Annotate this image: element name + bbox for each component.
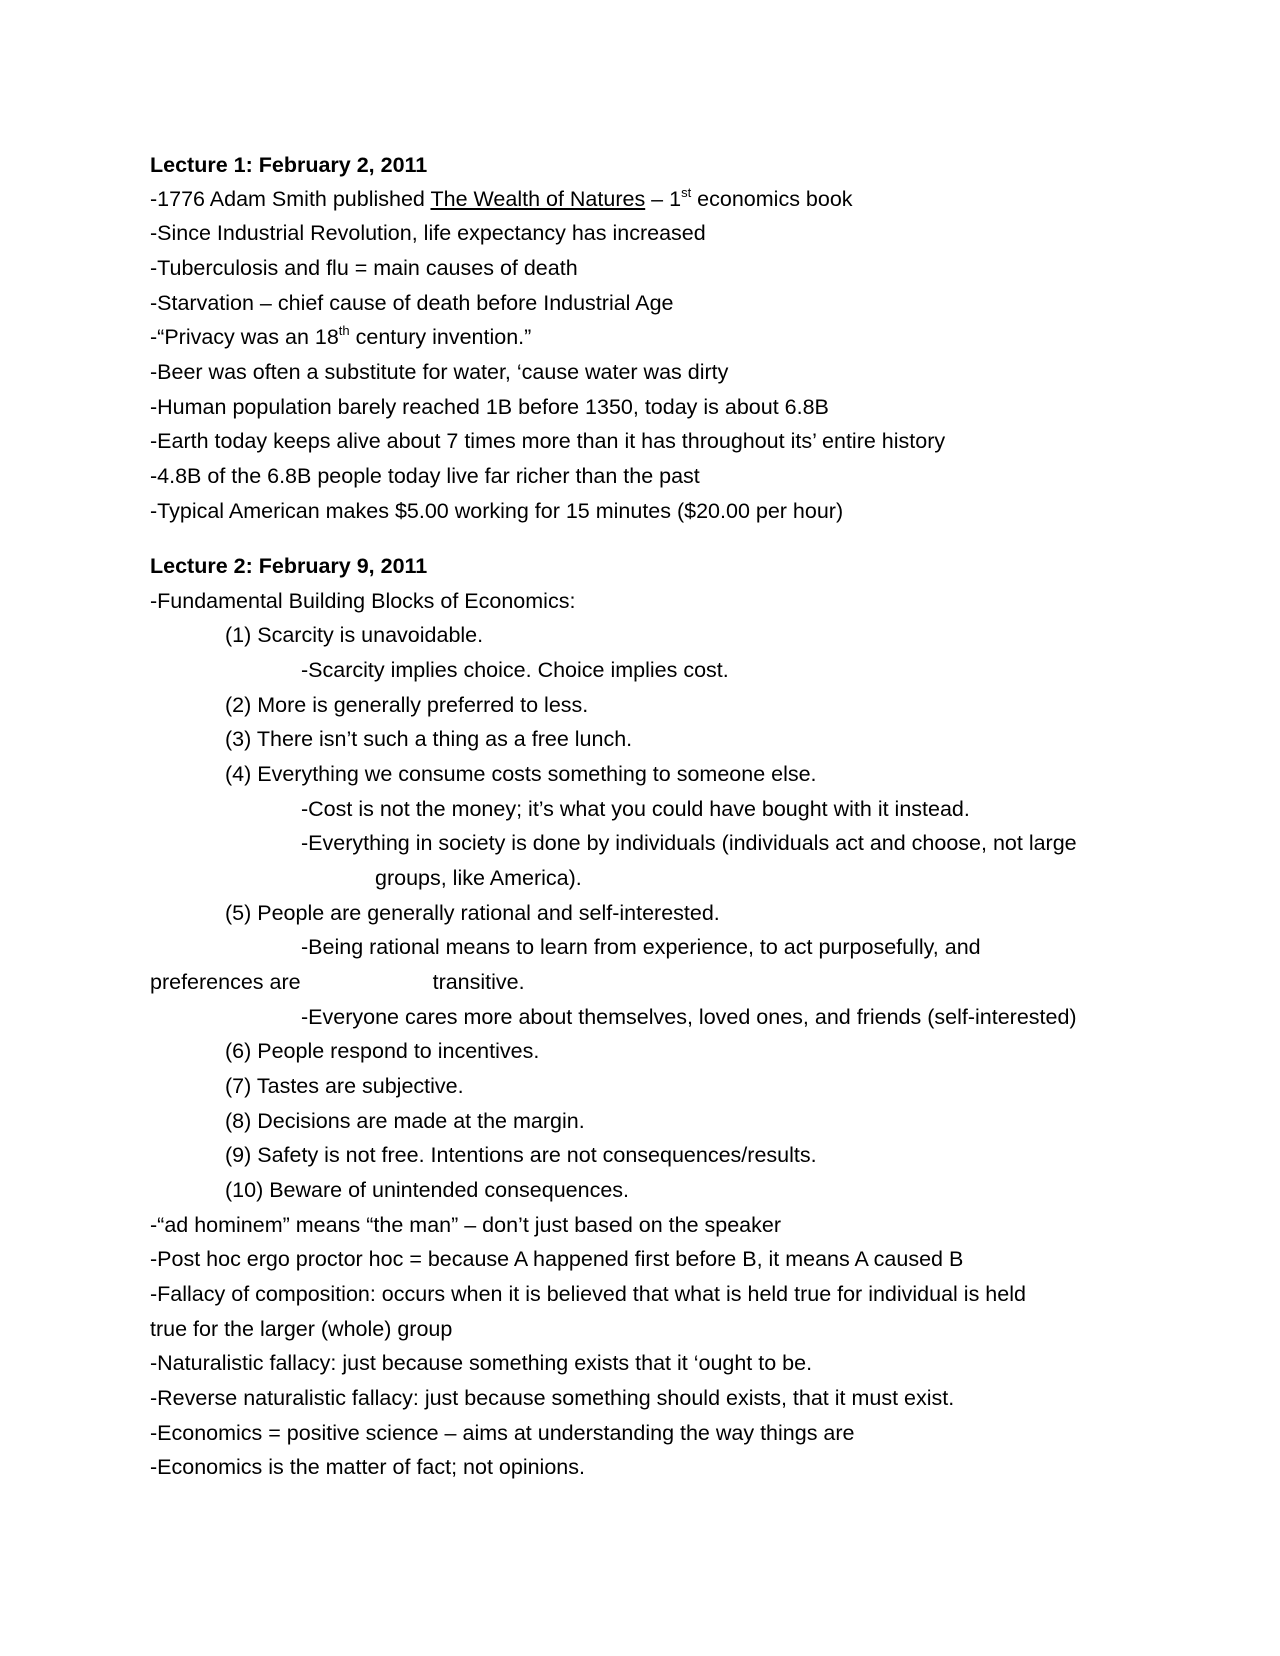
principle-item: (10) Beware of unintended consequences.: [225, 1178, 629, 1202]
principle-item: (4) Everything we consume costs something to someone else.: [225, 762, 817, 786]
principle-item: (3) There isn’t such a thing as a free lunch.: [225, 727, 633, 751]
lecture-1-heading: Lecture 1: February 2, 2011: [150, 153, 428, 177]
principle-subnote: -Scarcity implies choice. Choice implies cost.: [301, 658, 729, 682]
lecture-1-note: -Starvation – chief cause of death before Industrial Age: [150, 291, 674, 315]
principle-subnote-continued: preferences are transitive.: [150, 970, 525, 994]
lecture-2-note: -“ad hominem” means “the man” – don’t just based on the speaker: [150, 1213, 781, 1237]
book-title: The Wealth of Natures: [430, 187, 646, 211]
principle-subnote: -Cost is not the money; it’s what you could have bought with it instead.: [301, 797, 970, 821]
principle-subnote-continued: groups, like America).: [375, 866, 582, 890]
lecture-1-note: -Human population barely reached 1B before 1350, today is about 6.8B: [150, 395, 829, 419]
lecture-2-note-continued: true for the larger (whole) group: [150, 1317, 453, 1341]
lecture-2-note: -Post hoc ergo proctor hoc = because A happened first before B, it means A caused B: [150, 1247, 964, 1271]
lecture-2-note: -Economics is the matter of fact; not opinions.: [150, 1455, 585, 1479]
principle-subnote: -Being rational means to learn from experience, to act purposefully, and: [301, 935, 981, 959]
principle-item: (9) Safety is not free. Intentions are not consequences/results.: [225, 1143, 817, 1167]
principle-item: (5) People are generally rational and self-interested.: [225, 901, 720, 925]
principle-item: (6) People respond to incentives.: [225, 1039, 540, 1063]
lecture-2-heading: Lecture 2: February 9, 2011: [150, 554, 428, 578]
lecture-1-note: -Tuberculosis and flu = main causes of death: [150, 256, 578, 280]
lecture-1-note: -“Privacy was an 18th century invention.”: [150, 323, 532, 349]
lecture-1-note: -4.8B of the 6.8B people today live far richer than the past: [150, 464, 700, 488]
principle-subnote: -Everyone cares more about themselves, loved ones, and friends (self-interested): [301, 1005, 1077, 1029]
principle-item: (1) Scarcity is unavoidable.: [225, 623, 484, 647]
lecture-2-note: -Economics = positive science – aims at understanding the way things are: [150, 1421, 855, 1445]
lecture-2-note: -Reverse naturalistic fallacy: just because something should exists, that it must exist.: [150, 1386, 955, 1410]
lecture-2-note: -Naturalistic fallacy: just because something exists that it ‘ought to be.: [150, 1351, 813, 1375]
lecture-1-note: -Earth today keeps alive about 7 times more than it has throughout its’ entire history: [150, 429, 946, 453]
lecture-1-note: -Beer was often a substitute for water, ‘cause water was dirty: [150, 360, 729, 384]
principle-subnote: -Everything in society is done by individuals (individuals act and choose, not large: [301, 831, 1077, 855]
lecture-1-note: -Since Industrial Revolution, life expectancy has increased: [150, 221, 706, 245]
lecture-2-note: -Fallacy of composition: occurs when it is believed that what is held true for individual is held: [150, 1282, 1026, 1306]
principle-item: (2) More is generally preferred to less.: [225, 693, 589, 717]
lecture-1-note: -Typical American makes $5.00 working for 15 minutes ($20.00 per hour): [150, 499, 844, 523]
principle-item: (7) Tastes are subjective.: [225, 1074, 464, 1098]
lecture-2-intro: -Fundamental Building Blocks of Economics:: [150, 589, 576, 613]
lecture-1-note: -1776 Adam Smith published The Wealth of Natures – 1st economics book: [150, 185, 853, 211]
principle-item: (8) Decisions are made at the margin.: [225, 1109, 585, 1133]
